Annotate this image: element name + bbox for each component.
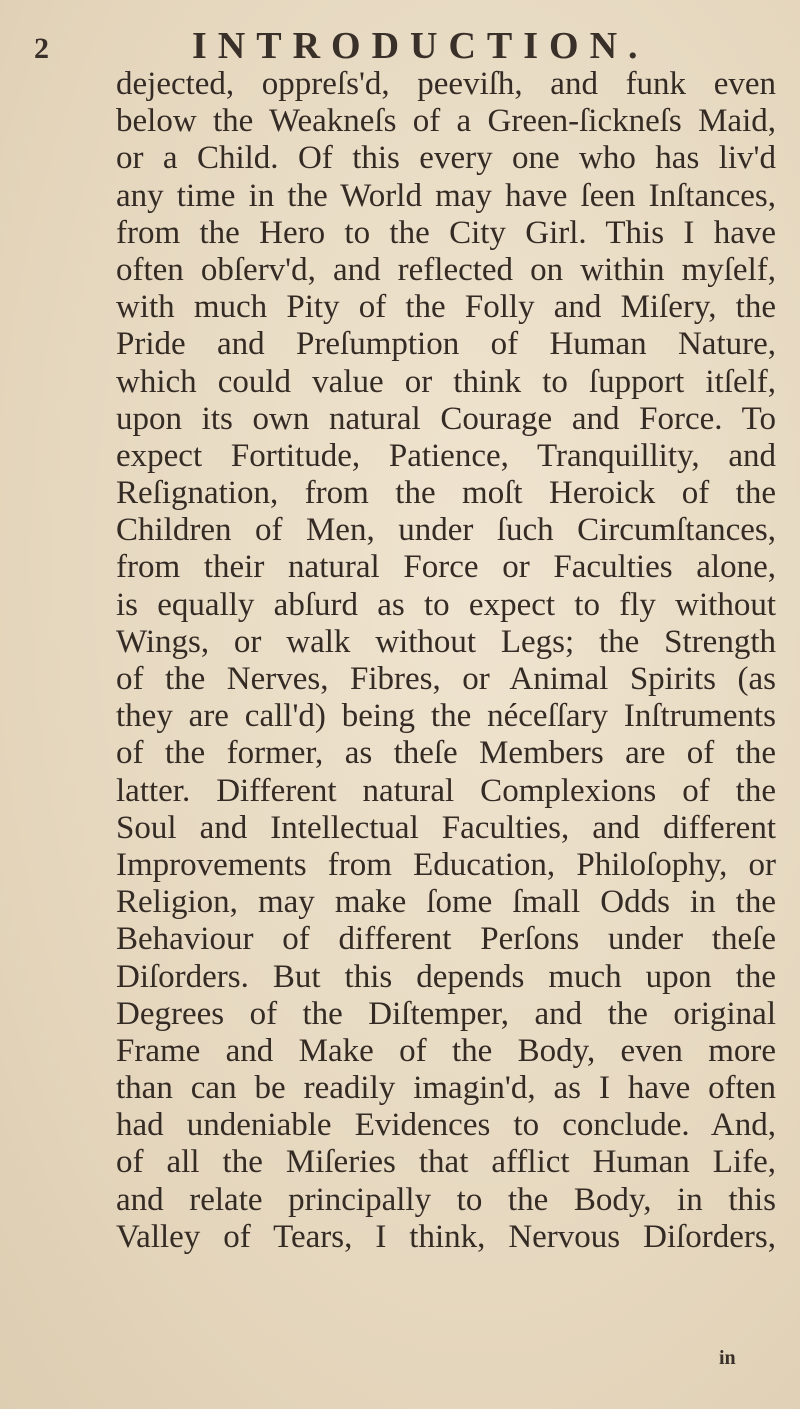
text-line: Frame and Make of the Body, even more <box>116 1032 776 1069</box>
text-line: Degrees of the Diſtemper, and the original <box>116 995 776 1032</box>
text-line: Soul and Intellectual Faculties, and different <box>116 809 776 846</box>
text-line: of all the Miſeries that afflict Human Life, <box>116 1144 776 1181</box>
running-title: INTRODUCTION. <box>192 25 649 67</box>
text-line: any time in the World may have ſeen Inſtances, <box>116 177 776 214</box>
text-line: than can be readily imagin'd, as I have often <box>116 1070 776 1107</box>
catchword: in <box>719 1347 736 1369</box>
text-line: latter. Different natural Complexions of the <box>116 772 776 809</box>
text-line: had undeniable Evidences to conclude. And, <box>116 1107 776 1144</box>
text-line: Improvements from Education, Philoſophy, or <box>116 846 776 883</box>
text-line: Behaviour of different Perſons under theſe <box>116 921 776 958</box>
text-line: often obſerv'd, and reflected on within myſelf, <box>116 251 776 288</box>
text-line: below the Weakneſs of a Green-ſickneſs Maid, <box>116 103 776 140</box>
text-line: Children of Men, under ſuch Circumſtances, <box>116 512 776 549</box>
body-text <box>116 66 776 1256</box>
text-line: from their natural Force or Faculties alone, <box>116 549 776 586</box>
text-line: Religion, may make ſome ſmall Odds in the <box>116 884 776 921</box>
text-line: is equally abſurd as to expect to fly without <box>116 586 776 623</box>
text-line: Reſignation, from the moſt Heroick of the <box>116 475 776 512</box>
page-number: 2 <box>34 32 49 65</box>
text-line: Pride and Preſumption of Human Nature, <box>116 326 776 363</box>
text-line: upon its own natural Courage and Force. To <box>116 400 776 437</box>
text-line: with much Pity of the Folly and Miſery, the <box>116 289 776 326</box>
text-line: or a Child. Of this every one who has liv'd <box>116 140 776 177</box>
text-line: from the Hero to the City Girl. This I have <box>116 214 776 251</box>
text-line: Wings, or walk without Legs; the Strength <box>116 623 776 660</box>
text-line: expect Fortitude, Patience, Tranquillity, and <box>116 437 776 474</box>
text-line: Diſorders. But this depends much upon the <box>116 958 776 995</box>
text-line: Valley of Tears, I think, Nervous Diſorders, <box>116 1218 776 1255</box>
text-line: of the Nerves, Fibres, or Animal Spirits (as <box>116 661 776 697</box>
text-line: which could value or think to ſupport itſelf, <box>116 363 776 400</box>
text-line: dejected, oppreſs'd, peeviſh, and funk even <box>116 66 776 102</box>
text-line: and relate principally to the Body, in this <box>116 1181 776 1218</box>
text-line: they are call'd) being the néceſſary Inſtruments <box>116 698 776 735</box>
text-line: of the former, as theſe Members are of the <box>116 735 776 772</box>
